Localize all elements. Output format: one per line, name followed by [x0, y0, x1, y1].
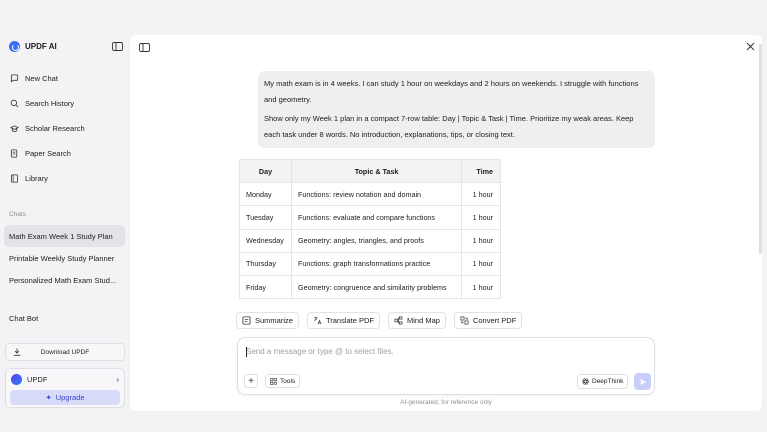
table-cell: Thursday	[240, 252, 292, 275]
table-cell: 1 hour	[462, 183, 501, 206]
action-label: Translate PDF	[325, 316, 375, 325]
upgrade-button[interactable]	[10, 390, 120, 405]
message-composer	[237, 337, 655, 395]
column-header: Topic & Task	[291, 160, 461, 183]
download-updf-button[interactable]	[5, 343, 125, 361]
table-cell: Functions: review notation and domain	[291, 183, 461, 206]
sidebar-item-label: Search History	[25, 99, 75, 108]
close-icon[interactable]	[746, 42, 755, 51]
send-icon	[639, 378, 647, 386]
action-label: Convert PDF	[472, 316, 517, 325]
deepthink-label: DeepThink	[592, 378, 624, 385]
translate-pdf-button[interactable]	[307, 312, 380, 329]
tools-label: Tools	[280, 377, 296, 385]
message-input[interactable]	[246, 347, 636, 356]
table-cell: Functions: graph transformations practice	[291, 252, 461, 275]
sidebar-item-label: Scholar Research	[25, 124, 85, 133]
deepthink-icon	[582, 378, 589, 385]
sparkle-icon: ✦	[45, 393, 52, 402]
scholar-icon	[10, 124, 19, 133]
brand	[9, 41, 57, 52]
chevron-right-icon: ›	[116, 375, 119, 384]
table-row	[240, 183, 501, 206]
collapse-sidebar-icon[interactable]	[112, 42, 123, 51]
chat-history-item[interactable]: Personalized Math Exam Stud...	[9, 275, 117, 285]
study-plan-table	[239, 159, 501, 299]
send-button[interactable]	[634, 373, 651, 390]
chat-panel	[130, 35, 762, 411]
table-row	[240, 252, 501, 275]
summarize-icon	[242, 316, 251, 325]
sidebar-item-label: Library	[25, 174, 48, 183]
convert-icon	[460, 316, 469, 325]
translate-icon	[313, 316, 322, 325]
deepthink-toggle[interactable]	[577, 374, 628, 389]
plus-icon: +	[248, 375, 254, 387]
tools-button[interactable]	[265, 374, 300, 388]
column-header: Time	[462, 160, 501, 183]
user-message-paragraph: Show only my Week 1 plan in a compact 7-row table: Day | Topic & Task | Time. Prioritize my weak areas. Keep each task under 8 words. No introduction, explanations, tips, or closing text.	[264, 114, 634, 139]
user-message	[258, 71, 655, 148]
sidebar-item-label: Paper Search	[25, 149, 71, 158]
table-cell: Friday	[240, 275, 292, 298]
ai-disclaimer: AI-generated, for reference only	[400, 399, 492, 406]
table-row	[240, 229, 501, 252]
action-label: Mind Map	[407, 316, 440, 325]
table-cell: Geometry: congruence and similarity problems	[291, 275, 461, 298]
action-label: Summarize	[255, 316, 293, 325]
column-header: Day	[240, 160, 292, 183]
table-cell: Functions: evaluate and compare functions	[291, 206, 461, 229]
account-card	[5, 368, 125, 408]
summarize-button[interactable]	[236, 312, 299, 329]
sidebar-item-scholar-research[interactable]	[0, 116, 130, 141]
download-icon	[13, 348, 21, 356]
new-chat-icon	[10, 74, 19, 83]
panel-toggle-icon[interactable]	[139, 43, 150, 52]
app-title: UPDF AI	[25, 42, 57, 51]
sidebar	[0, 0, 130, 432]
table-row	[240, 275, 501, 298]
mind-map-button[interactable]	[388, 312, 446, 329]
table-cell: 1 hour	[462, 206, 501, 229]
sidebar-item-label: New Chat	[25, 74, 58, 83]
mind-map-icon	[394, 316, 403, 325]
convert-pdf-button[interactable]	[454, 312, 522, 329]
scrollbar[interactable]	[759, 44, 762, 254]
account-row[interactable]	[11, 374, 121, 385]
sidebar-nav	[0, 66, 130, 191]
table-cell: 1 hour	[462, 275, 501, 298]
paper-search-icon	[10, 149, 19, 158]
sidebar-item-new-chat[interactable]	[0, 66, 130, 91]
chat-history-list	[4, 225, 125, 291]
sidebar-item-library[interactable]	[0, 166, 130, 191]
table-cell: Wednesday	[240, 229, 292, 252]
chats-section-label: Chats	[9, 211, 26, 218]
search-icon	[10, 99, 19, 108]
table-cell: 1 hour	[462, 252, 501, 275]
download-label: Download UPDF	[40, 348, 90, 356]
tools-icon	[270, 378, 277, 385]
quick-actions	[236, 312, 522, 329]
table-cell: Geometry: angles, triangles, and proofs	[291, 229, 461, 252]
table-cell: Monday	[240, 183, 292, 206]
sidebar-item-search-history[interactable]	[0, 91, 130, 116]
table-header-row	[240, 160, 501, 183]
table-cell: Tuesday	[240, 206, 292, 229]
library-icon	[10, 174, 19, 183]
avatar	[11, 374, 22, 385]
user-message-paragraph: My math exam is in 4 weeks. I can study 1 hour on weekdays and 2 hours on weekends. I struggle with functions and geometry.	[264, 79, 639, 104]
table-cell: 1 hour	[462, 229, 501, 252]
upgrade-label: Upgrade	[55, 393, 85, 402]
chat-history-item[interactable]: Math Exam Week 1 Study Plan	[4, 225, 125, 247]
account-name: UPDF	[27, 375, 48, 384]
chat-bot-link[interactable]: Chat Bot	[9, 314, 39, 323]
updf-logo-icon	[9, 41, 20, 52]
table-row	[240, 206, 501, 229]
sidebar-item-paper-search[interactable]	[0, 141, 130, 166]
add-attachment-button[interactable]	[244, 374, 258, 388]
chat-history-item[interactable]: Printable Weekly Study Planner	[9, 253, 115, 263]
